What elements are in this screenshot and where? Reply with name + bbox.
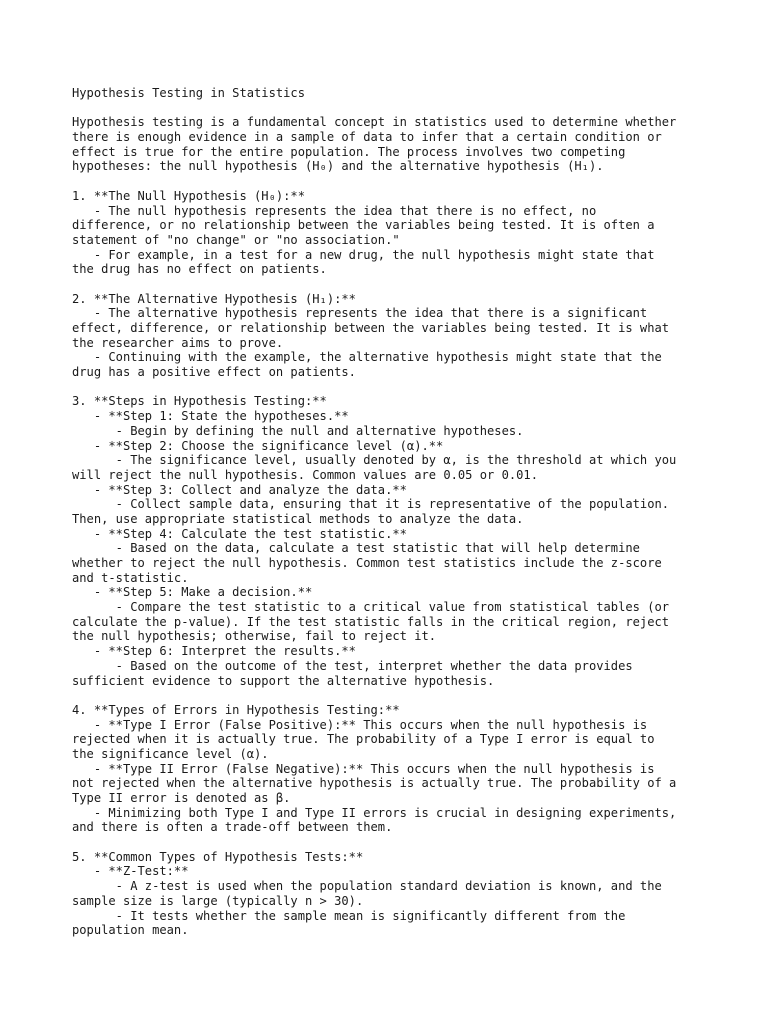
- spacer: [72, 688, 712, 703]
- section-heading: 2. **The Alternative Hypothesis (H₁):**: [72, 291, 356, 306]
- text-line: - **Step 1: State the hypotheses.**: [72, 409, 349, 424]
- section-steps: [72, 394, 712, 688]
- text-line: there is enough evidence in a sample of data to infer that a certain condition or: [72, 130, 662, 145]
- text-line: - **Step 4: Calculate the test statistic.**: [72, 526, 407, 541]
- spacer: [72, 277, 712, 292]
- text-line: population mean.: [72, 923, 189, 938]
- text-line: - **Step 5: Make a decision.**: [72, 585, 313, 600]
- text-line: effect is true for the entire population. The process involves two competing: [72, 144, 626, 159]
- text-line: effect, difference, or relationship between the variables being tested. It is what: [72, 321, 670, 335]
- text-line: - Compare the test statistic to a critical value from statistical tables (or: [72, 600, 670, 615]
- spacer: [72, 174, 712, 189]
- section-alternative-hypothesis: [72, 292, 712, 380]
- text-line: rejected when it is actually true. The probability of a Type I error is equal to: [72, 732, 655, 747]
- section-heading: 3. **Steps in Hypothesis Testing:**: [72, 394, 327, 409]
- text-line: statement of "no change" or "no association.": [72, 232, 400, 247]
- text-line: sufficient evidence to support the alternative hypothesis.: [72, 673, 495, 688]
- spacer: [72, 101, 712, 116]
- text-line: - Collect sample data, ensuring that it is representative of the population.: [72, 497, 670, 512]
- text-line: sample size is large (typically n > 30).: [72, 893, 364, 908]
- text-line: - It tests whether the sample mean is significantly different from the: [72, 908, 626, 923]
- text-line: - The alternative hypothesis represents the idea that there is a significant: [72, 306, 648, 321]
- text-line: - **Type II Error (False Negative):** This occurs when the null hypothesis is: [72, 761, 655, 776]
- section-errors: [72, 703, 712, 835]
- section-test-types: [72, 850, 712, 938]
- text-line: - **Step 6: Interpret the results.**: [72, 644, 356, 659]
- section-heading: 1. **The Null Hypothesis (H₀):**: [72, 188, 305, 203]
- text-line: - **Step 2: Choose the significance level (α).**: [72, 438, 444, 453]
- text-line: - Begin by defining the null and alternative hypotheses.: [72, 423, 524, 438]
- text-line: and there is often a trade-off between them.: [72, 820, 393, 835]
- text-line: - A z-test is used when the population standard deviation is known, and the: [72, 879, 662, 894]
- text-line: - **Z-Test:**: [72, 864, 189, 879]
- text-line: - **Type I Error (False Positive):** This occurs when the null hypothesis is: [72, 717, 648, 732]
- text-line: - The null hypothesis represents the idea that there is no effect, no: [72, 203, 597, 218]
- text-line: - Based on the outcome of the test, interpret whether the data provides: [72, 658, 633, 673]
- text-line: - The significance level, usually denoted by α, is the threshold at which you: [72, 453, 677, 468]
- text-line: whether to reject the null hypothesis. Common test statistics include the z-score: [72, 556, 662, 570]
- text-line: the null hypothesis; otherwise, fail to reject it.: [72, 629, 437, 644]
- text-line: - For example, in a test for a new drug, the null hypothesis might state that: [72, 247, 655, 262]
- text-line: the drug has no effect on patients.: [72, 262, 327, 277]
- text-line: Type II error is denoted as β.: [72, 791, 291, 805]
- text-line: Hypothesis testing is a fundamental concept in statistics used to determine whether: [72, 115, 677, 130]
- text-line: and t-statistic.: [72, 570, 189, 585]
- section-null-hypothesis: [72, 189, 712, 277]
- text-line: difference, or no relationship between the variables being tested. It is often a: [72, 218, 655, 233]
- text-line: will reject the null hypothesis. Common values are 0.05 or 0.01.: [72, 467, 538, 482]
- text-line: - Based on the data, calculate a test statistic that will help determine: [72, 541, 640, 556]
- text-line: calculate the p-value). If the test statistic falls in the critical region, reject: [72, 614, 670, 629]
- text-line: - Continuing with the example, the alternative hypothesis might state that the: [72, 350, 662, 365]
- text-line: hypotheses: the null hypothesis (H₀) and the alternative hypothesis (H₁).: [72, 159, 604, 174]
- text-line: - **Step 3: Collect and analyze the data.**: [72, 482, 407, 497]
- section-heading: 5. **Common Types of Hypothesis Tests:**: [72, 849, 364, 864]
- document-body: [72, 86, 712, 938]
- text-line: the significance level (α).: [72, 746, 269, 761]
- text-line: the researcher aims to prove.: [72, 335, 284, 350]
- text-line: - Minimizing both Type I and Type II errors is crucial in designing experiments,: [72, 805, 677, 820]
- spacer: [72, 835, 712, 850]
- text-line: not rejected when the alternative hypothesis is actually true. The probability of a: [72, 776, 677, 791]
- document-title: Hypothesis Testing in Statistics: [72, 86, 305, 100]
- text-line: drug has a positive effect on patients.: [72, 365, 356, 380]
- text-line: Then, use appropriate statistical methods to analyze the data.: [72, 511, 524, 526]
- spacer: [72, 380, 712, 395]
- section-heading: 4. **Types of Errors in Hypothesis Testing:**: [72, 702, 400, 717]
- intro-paragraph: [72, 115, 712, 174]
